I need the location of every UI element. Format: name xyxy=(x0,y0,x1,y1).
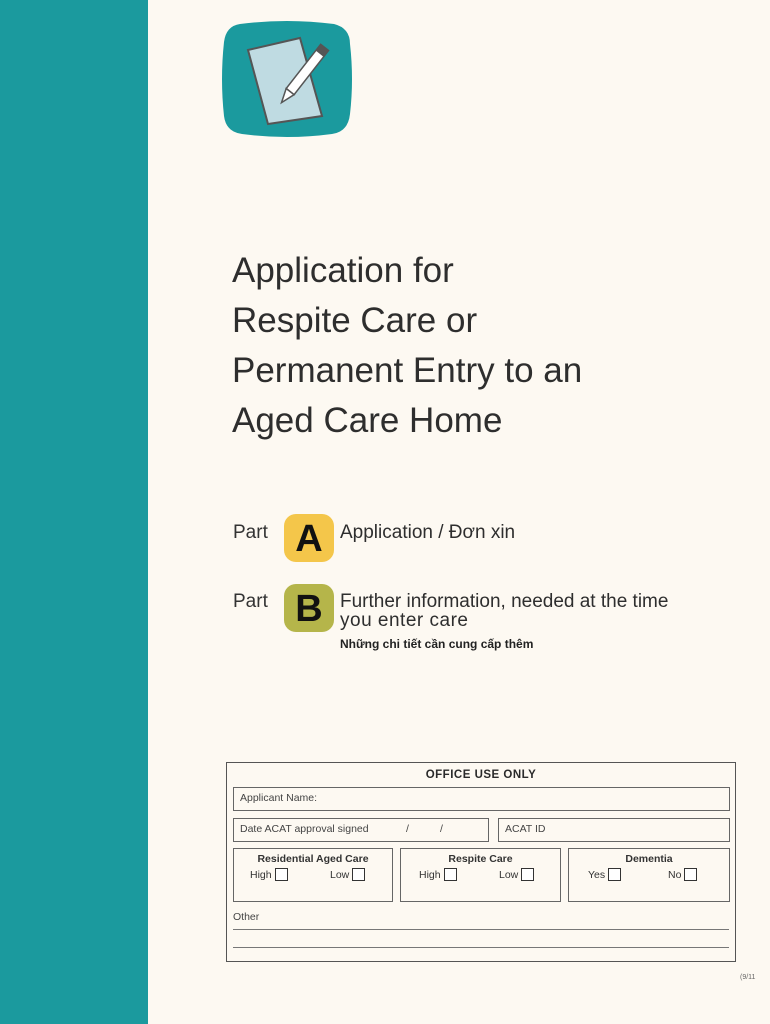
dementia-no-checkbox[interactable] xyxy=(684,868,697,881)
residential-high-checkbox[interactable] xyxy=(275,868,288,881)
dementia-yes-label: Yes xyxy=(588,868,606,881)
part-a-badge: A xyxy=(284,514,334,562)
residential-high-option xyxy=(250,868,288,881)
residential-aged-care-title: Residential Aged Care xyxy=(257,853,369,865)
part-a-label: Part xyxy=(233,522,268,543)
other-line-1[interactable] xyxy=(233,929,729,930)
form-title xyxy=(232,246,732,446)
applicant-name-label: Applicant Name: xyxy=(240,792,318,804)
residential-aged-care-group xyxy=(233,848,393,902)
residential-low-label: Low xyxy=(330,868,350,881)
respite-care-title: Respite Care xyxy=(448,853,513,865)
part-a-text: Application / Đơn xin xyxy=(340,522,516,543)
respite-low-option xyxy=(499,868,534,881)
residential-low-checkbox[interactable] xyxy=(352,868,365,881)
respite-low-checkbox[interactable] xyxy=(521,868,534,881)
other-label: Other xyxy=(233,911,260,923)
part-b-badge: B xyxy=(284,584,334,632)
dementia-yes-checkbox[interactable] xyxy=(608,868,621,881)
form-version-code: (9/11 xyxy=(740,974,756,981)
dementia-no-label: No xyxy=(668,868,682,881)
office-use-heading: OFFICE USE ONLY xyxy=(425,769,537,781)
respite-care-group xyxy=(400,848,561,902)
dementia-group xyxy=(568,848,730,902)
dementia-title: Dementia xyxy=(625,853,673,865)
respite-high-label: High xyxy=(419,868,441,881)
acat-id-field[interactable] xyxy=(498,818,730,842)
title-line-4: Aged Care Home xyxy=(232,401,503,440)
residential-low-option xyxy=(330,868,365,881)
respite-high-option xyxy=(419,868,457,881)
title-line-2: Respite Care or xyxy=(232,301,478,340)
title-line-3: Permanent Entry to an xyxy=(232,351,583,390)
other-line-2[interactable] xyxy=(233,947,729,948)
dementia-yes-option xyxy=(588,868,621,881)
dementia-no-option xyxy=(668,868,697,881)
office-use-box xyxy=(226,762,736,962)
part-b-text-line2: you enter care xyxy=(340,610,469,631)
residential-high-label: High xyxy=(250,868,272,881)
applicant-name-field[interactable] xyxy=(233,787,730,811)
form-pen-icon xyxy=(222,20,352,138)
teal-sidebar xyxy=(0,0,148,1024)
part-b-subtext: Những chi tiết cần cung cấp thêm xyxy=(340,637,534,651)
part-b-label: Part xyxy=(233,591,268,612)
date-separator-2: / xyxy=(440,823,443,835)
title-line-1: Application for xyxy=(232,251,454,290)
acat-id-label: ACAT ID xyxy=(505,823,546,835)
part-b-text: Further information, needed at the time xyxy=(340,591,669,612)
acat-date-label: Date ACAT approval signed xyxy=(240,823,369,835)
respite-high-checkbox[interactable] xyxy=(444,868,457,881)
acat-date-field[interactable] xyxy=(233,818,489,842)
date-separator-1: / xyxy=(406,823,409,835)
respite-low-label: Low xyxy=(499,868,519,881)
